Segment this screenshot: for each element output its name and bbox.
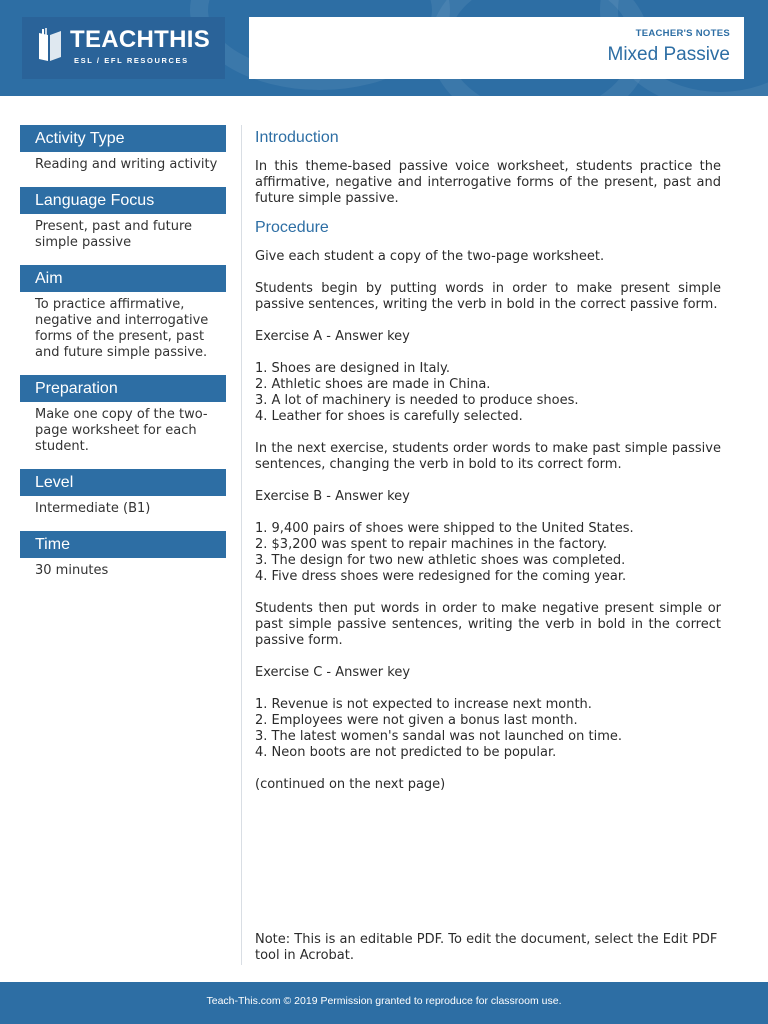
introduction-text: In this theme-based passive voice worksheet, students practice the affirmative, negative and interrogative forms of the present, past and future simple passive. bbox=[255, 159, 721, 206]
sidebar bbox=[20, 125, 226, 593]
sidebar-text: 30 minutes bbox=[35, 563, 109, 578]
answer-item: 1. 9,400 pairs of shoes were shipped to the United States. bbox=[255, 521, 634, 536]
title-box bbox=[249, 17, 744, 79]
continued-note: (continued on the next page) bbox=[255, 777, 446, 792]
sidebar-preparation bbox=[20, 375, 226, 455]
answer-item: 2. Employees were not given a bonus last month. bbox=[255, 713, 578, 728]
exercise-a-title: Exercise A - Answer key bbox=[255, 329, 410, 344]
sidebar-heading: Aim bbox=[20, 265, 226, 292]
answer-item: 1. Shoes are designed in Italy. bbox=[255, 361, 451, 376]
sidebar-heading: Level bbox=[20, 469, 226, 496]
sidebar-text: Reading and writing activity bbox=[35, 157, 218, 172]
header-band bbox=[0, 0, 768, 96]
answer-item: 1. Revenue is not expected to increase next month. bbox=[255, 697, 592, 712]
sidebar-text: To practice affirmative, negative and interrogative forms of the present, past and future simple passive. bbox=[35, 297, 209, 360]
procedure-paragraph: Students begin by putting words in order to make present simple passive sentences, writing the verb in bold in the correct passive form. bbox=[255, 281, 721, 312]
book-icon bbox=[36, 27, 64, 63]
sidebar-aim bbox=[20, 265, 226, 361]
procedure-paragraph: Give each student a copy of the two-page worksheet. bbox=[255, 249, 605, 264]
footer-copyright: Teach-This.com © 2019 Permission granted to reproduce for classroom use. bbox=[206, 995, 562, 1007]
answer-item: 4. Five dress shoes were redesigned for the coming year. bbox=[255, 569, 627, 584]
answer-item: 2. Athletic shoes are made in China. bbox=[255, 377, 491, 392]
sidebar-time bbox=[20, 531, 226, 579]
procedure-paragraph: Students then put words in order to make negative present simple or past simple passive sentences, writing the verb in bold in the correct passive form. bbox=[255, 601, 721, 648]
notes-label: TEACHER'S NOTES bbox=[635, 28, 730, 39]
editable-pdf-note: Note: This is an editable PDF. To edit the document, select the Edit PDF tool in Acrobat. bbox=[255, 932, 718, 963]
teachthis-logo[interactable] bbox=[22, 17, 225, 79]
sidebar-text: Present, past and future simple passive bbox=[35, 219, 193, 250]
logo-wordmark: TEACHTHIS bbox=[70, 26, 211, 53]
answer-item: 2. $3,200 was spent to repair machines in the factory. bbox=[255, 537, 607, 552]
procedure-heading: Procedure bbox=[255, 219, 329, 236]
sidebar-heading: Preparation bbox=[20, 375, 226, 402]
answer-item: 4. Leather for shoes is carefully selected. bbox=[255, 409, 523, 424]
column-divider bbox=[241, 125, 242, 965]
sidebar-text: Make one copy of the two-page worksheet for each student. bbox=[35, 407, 208, 454]
answer-item: 3. The design for two new athletic shoes was completed. bbox=[255, 553, 626, 568]
main-content bbox=[255, 125, 721, 793]
logo-tagline: ESL / EFL RESOURCES bbox=[74, 56, 189, 65]
sidebar-heading: Activity Type bbox=[20, 125, 226, 152]
page-title: Mixed Passive bbox=[607, 44, 730, 65]
sidebar-heading: Language Focus bbox=[20, 187, 226, 214]
sidebar-level bbox=[20, 469, 226, 517]
introduction-heading: Introduction bbox=[255, 129, 339, 146]
sidebar-text: Intermediate (B1) bbox=[35, 501, 151, 516]
answer-item: 4. Neon boots are not predicted to be popular. bbox=[255, 745, 557, 760]
answer-item: 3. The latest women's sandal was not launched on time. bbox=[255, 729, 623, 744]
exercise-c-title: Exercise C - Answer key bbox=[255, 665, 411, 680]
sidebar-activity-type bbox=[20, 125, 226, 173]
sidebar-heading: Time bbox=[20, 531, 226, 558]
footer-band bbox=[0, 982, 768, 1024]
procedure-paragraph: In the next exercise, students order words to make past simple passive sentences, changing the verb in bold to its correct form. bbox=[255, 441, 721, 472]
exercise-b-title: Exercise B - Answer key bbox=[255, 489, 410, 504]
answer-item: 3. A lot of machinery is needed to produce shoes. bbox=[255, 393, 579, 408]
sidebar-language-focus bbox=[20, 187, 226, 251]
